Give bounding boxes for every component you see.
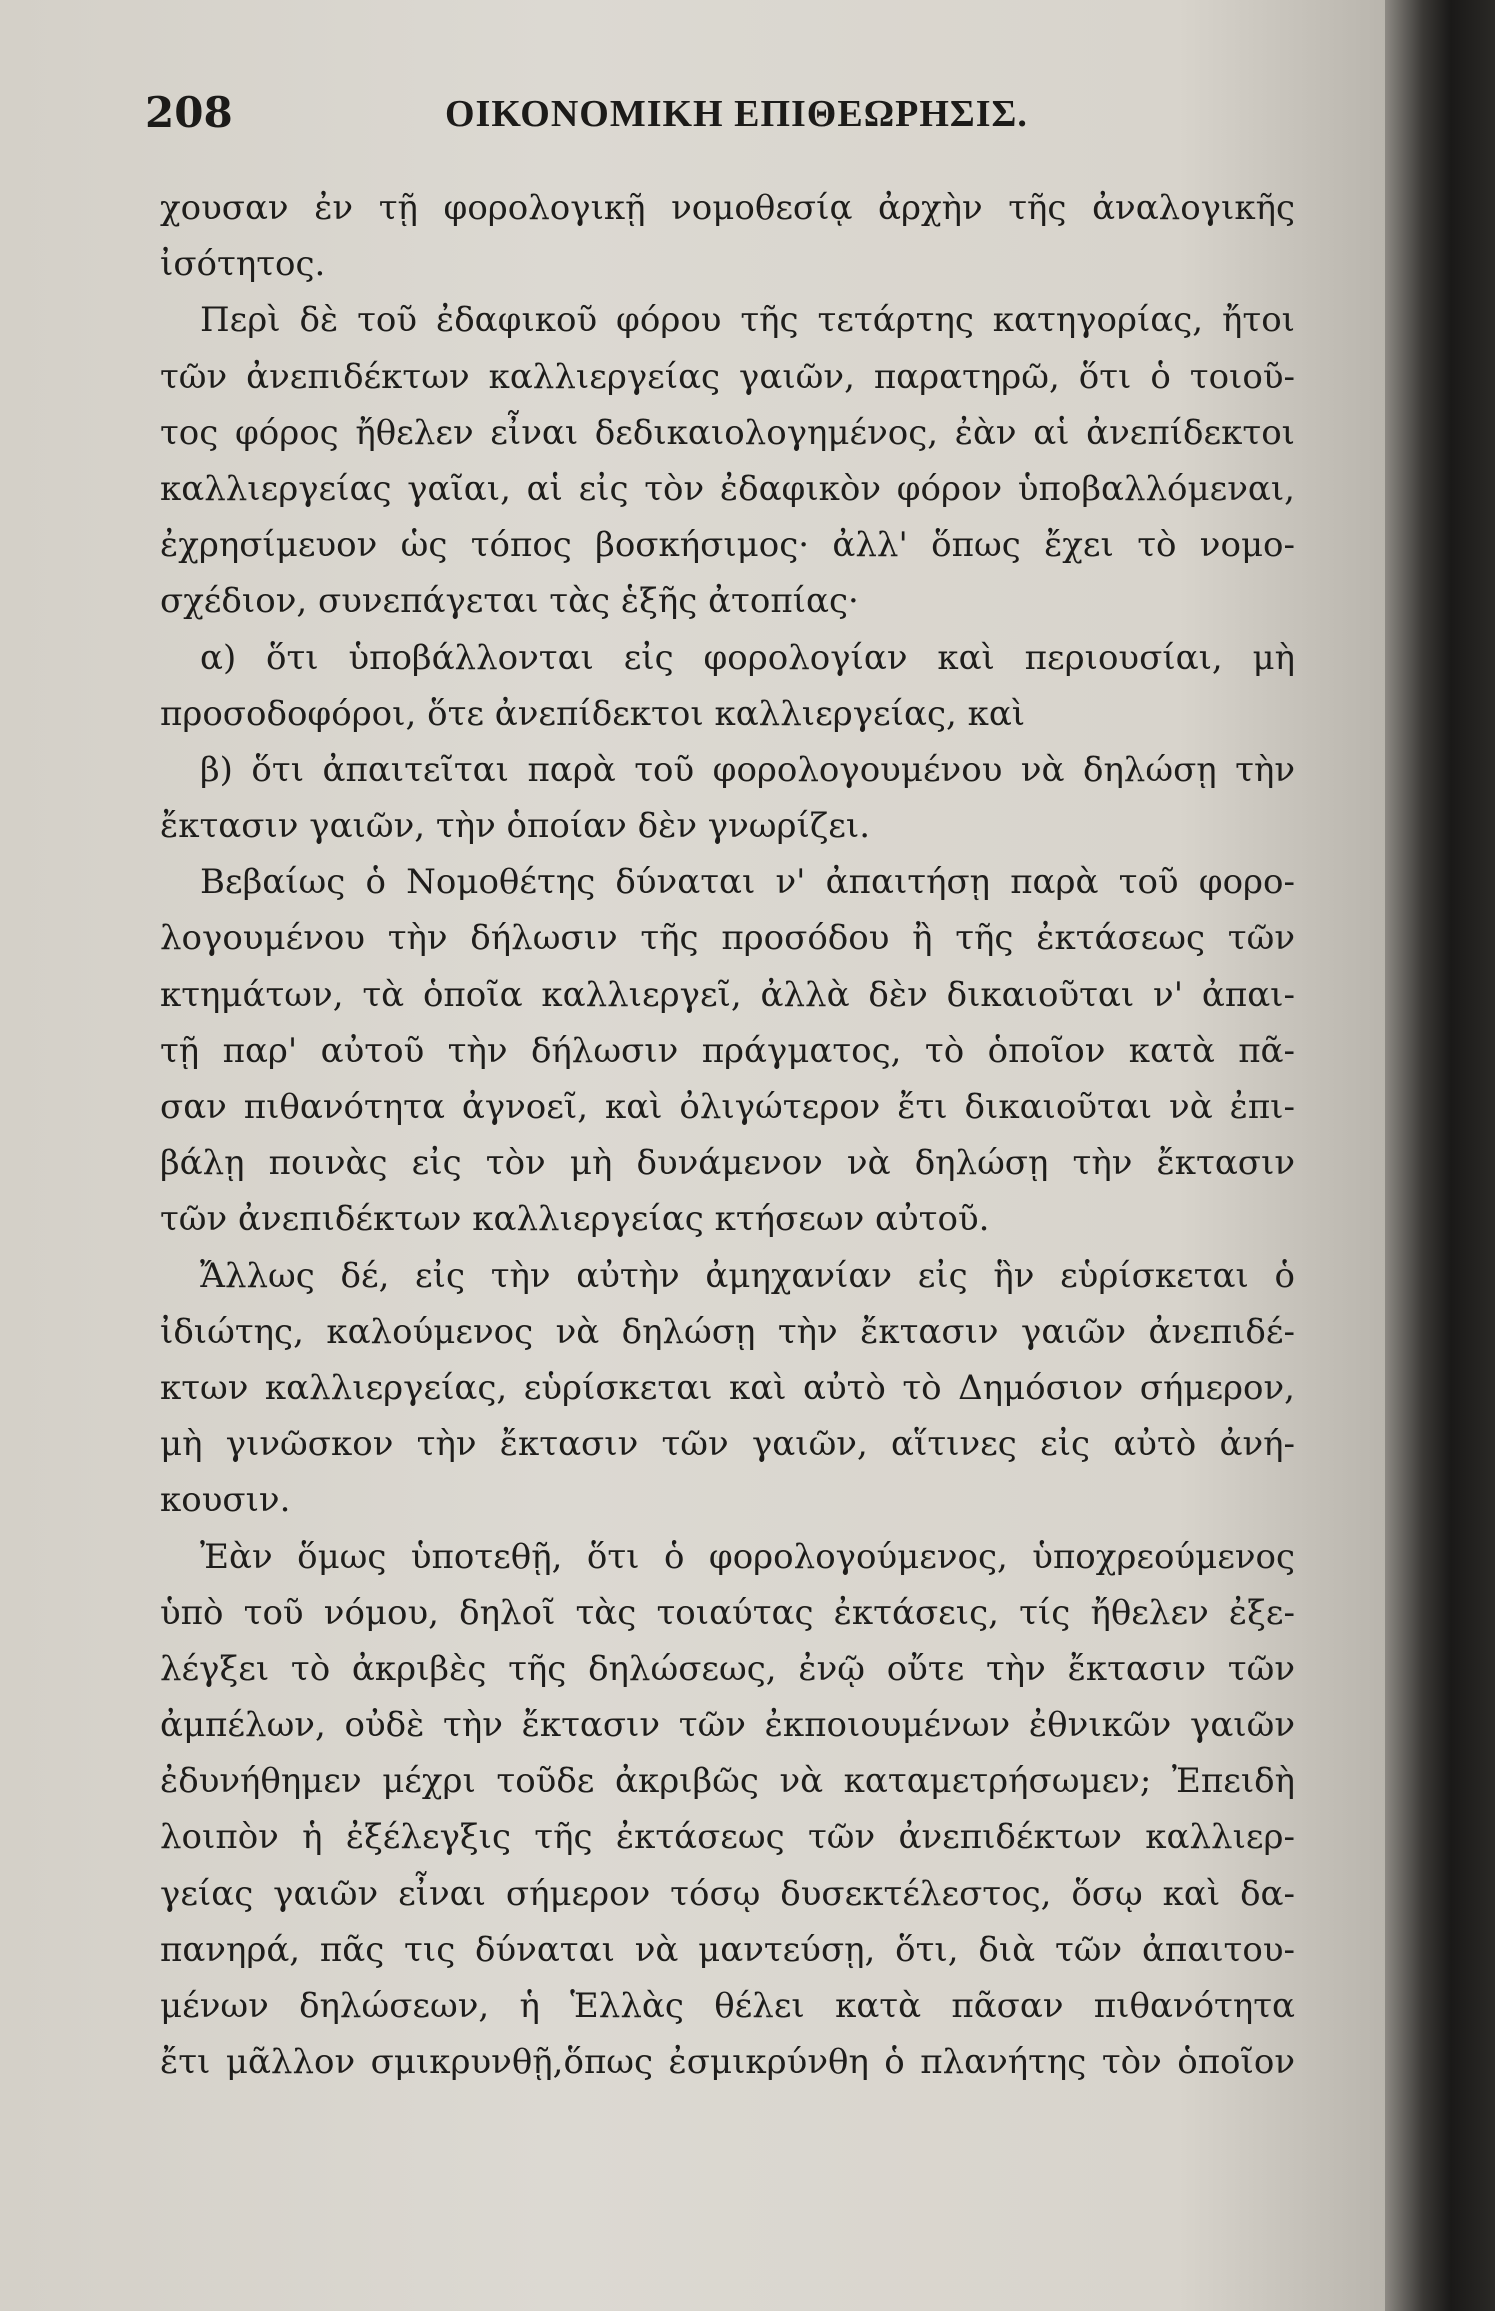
text-line: τος φόρος ἤθελεν εἶναι δεδικαιολογημένος, ἐὰν αἱ ἀνεπίδεκτοι bbox=[160, 412, 1295, 453]
running-title: ΟΙΚΟΝΟΜΙΚΗ ΕΠΙΘΕΩΡΗΣΙΣ. bbox=[445, 93, 1028, 135]
text-line: πανηρά, πᾶς τις δύναται νὰ μαντεύσῃ, ὅτι, διὰ τῶν ἀπαιτου- bbox=[160, 1929, 1295, 1970]
text-line: γείας γαιῶν εἶναι σήμερον τόσῳ δυσεκτέλεστος, ὅσῳ καὶ δα- bbox=[160, 1873, 1295, 1914]
text-line: κτημάτων, τὰ ὁποῖα καλλιεργεῖ, ἀλλὰ δὲν δικαιοῦται ν' ἀπαι- bbox=[160, 974, 1295, 1015]
text-line: Βεβαίως ὁ Νομοθέτης δύναται ν' ἀπαιτήσῃ παρὰ τοῦ φορο- bbox=[200, 862, 1295, 903]
text-line: Ἄλλως δέ, εἰς τὴν αὐτὴν ἀμηχανίαν εἰς ἣν εὑρίσκεται ὁ bbox=[200, 1255, 1295, 1296]
text-line: λοιπὸν ἡ ἐξέλεγξις τῆς ἐκτάσεως τῶν ἀνεπιδέκτων καλλιερ- bbox=[160, 1817, 1295, 1858]
text-line: κουσιν. bbox=[160, 1480, 291, 1521]
text-line: ἰδιώτης, καλούμενος νὰ δηλώσῃ τὴν ἔκτασιν γαιῶν ἀνεπιδέ- bbox=[160, 1311, 1295, 1352]
text-line: μένων δηλώσεων, ἡ Ἑλλὰς θέλει κατὰ πᾶσαν πιθανότητα bbox=[160, 1986, 1295, 2026]
text-line: β) ὅτι ἀπαιτεῖται παρὰ τοῦ φορολογουμένου νὰ δηλώσῃ τὴν bbox=[200, 749, 1295, 790]
text-line: σαν πιθανότητα ἀγνοεῖ, καὶ ὀλιγώτερον ἔτι δικαιοῦται νὰ ἐπι- bbox=[160, 1087, 1295, 1127]
text-line: προσοδοφόροι, ὅτε ἀνεπίδεκτοι καλλιεργείας, καὶ bbox=[160, 693, 1026, 734]
text-line: ἔκτασιν γαιῶν, τὴν ὁποίαν δὲν γνωρίζει. bbox=[160, 806, 871, 847]
text-line: σχέδιον, συνεπάγεται τὰς ἑξῆς ἀτοπίας· bbox=[160, 581, 859, 622]
text-line: μὴ γινῶσκον τὴν ἔκτασιν τῶν γαιῶν, αἵτινες εἰς αὐτὸ ἀνή- bbox=[160, 1424, 1295, 1465]
text-line: ἀμπέλων, οὐδὲ τὴν ἔκτασιν τῶν ἐκποιουμένων ἐθνικῶν γαιῶν bbox=[160, 1705, 1295, 1746]
text-line: Περὶ δὲ τοῦ ἐδαφικοῦ φόρου τῆς τετάρτης κατηγορίας, ἤτοι bbox=[200, 300, 1295, 341]
text-line: ἰσότητος. bbox=[160, 244, 326, 285]
book-gutter bbox=[1385, 0, 1495, 2311]
text-line: τῶν ἀνεπιδέκτων καλλιεργείας κτήσεων αὐτοῦ. bbox=[160, 1199, 990, 1240]
text-line: ἐχρησίμευον ὡς τόπος βοσκήσιμος· ἀλλ' ὅπως ἔχει τὸ νομο- bbox=[160, 525, 1295, 566]
text-line: λέγξει τὸ ἀκριβὲς τῆς δηλώσεως, ἐνῷ οὔτε τὴν ἔκτασιν τῶν bbox=[160, 1648, 1295, 1689]
text-line: καλλιεργείας γαῖαι, αἱ εἰς τὸν ἐδαφικὸν φόρον ὑποβαλλόμεναι, bbox=[160, 468, 1295, 509]
text-line: τῇ παρ' αὐτοῦ τὴν δήλωσιν πράγματος, τὸ ὁποῖον κατὰ πᾶ- bbox=[160, 1030, 1295, 1071]
page-header bbox=[145, 88, 1325, 148]
text-line: λογουμένου τὴν δήλωσιν τῆς προσόδου ἢ τῆς ἐκτάσεως τῶν bbox=[160, 918, 1295, 959]
text-line: Ἐὰν ὅμως ὑποτεθῇ, ὅτι ὁ φορολογούμενος, ὑποχρεούμενος bbox=[200, 1536, 1295, 1577]
page-number: 208 bbox=[145, 88, 233, 137]
text-line: α) ὅτι ὑποβάλλονται εἰς φορολογίαν καὶ περιουσίαι, μὴ bbox=[200, 637, 1295, 678]
text-line: ὑπὸ τοῦ νόμου, δηλοῖ τὰς τοιαύτας ἐκτάσεις, τίς ἤθελεν ἐξε- bbox=[160, 1592, 1295, 1633]
body-text bbox=[160, 180, 1295, 2090]
text-line: χουσαν ἐν τῇ φορολογικῇ νομοθεσίᾳ ἀρχὴν τῆς ἀναλογικῆς bbox=[160, 188, 1295, 228]
text-line: τῶν ἀνεπιδέκτων καλλιεργείας γαιῶν, παρατηρῶ, ὅτι ὁ τοιοῦ- bbox=[160, 356, 1295, 397]
text-line: βάλῃ ποινὰς εἰς τὸν μὴ δυνάμενον νὰ δηλώσῃ τὴν ἔκτασιν bbox=[160, 1143, 1295, 1184]
text-line: ἐδυνήθημεν μέχρι τοῦδε ἀκριβῶς νὰ καταμετρήσωμεν; Ἐπειδὴ bbox=[160, 1761, 1295, 1802]
text-line: ἔτι μᾶλλον σμικρυνθῇ,ὅπως ἐσμικρύνθη ὁ πλανήτης τὸν ὁποῖον bbox=[160, 2042, 1295, 2083]
text-line: κτων καλλιεργείας, εὑρίσκεται καὶ αὐτὸ τὸ Δημόσιον σήμερον, bbox=[160, 1367, 1295, 1408]
